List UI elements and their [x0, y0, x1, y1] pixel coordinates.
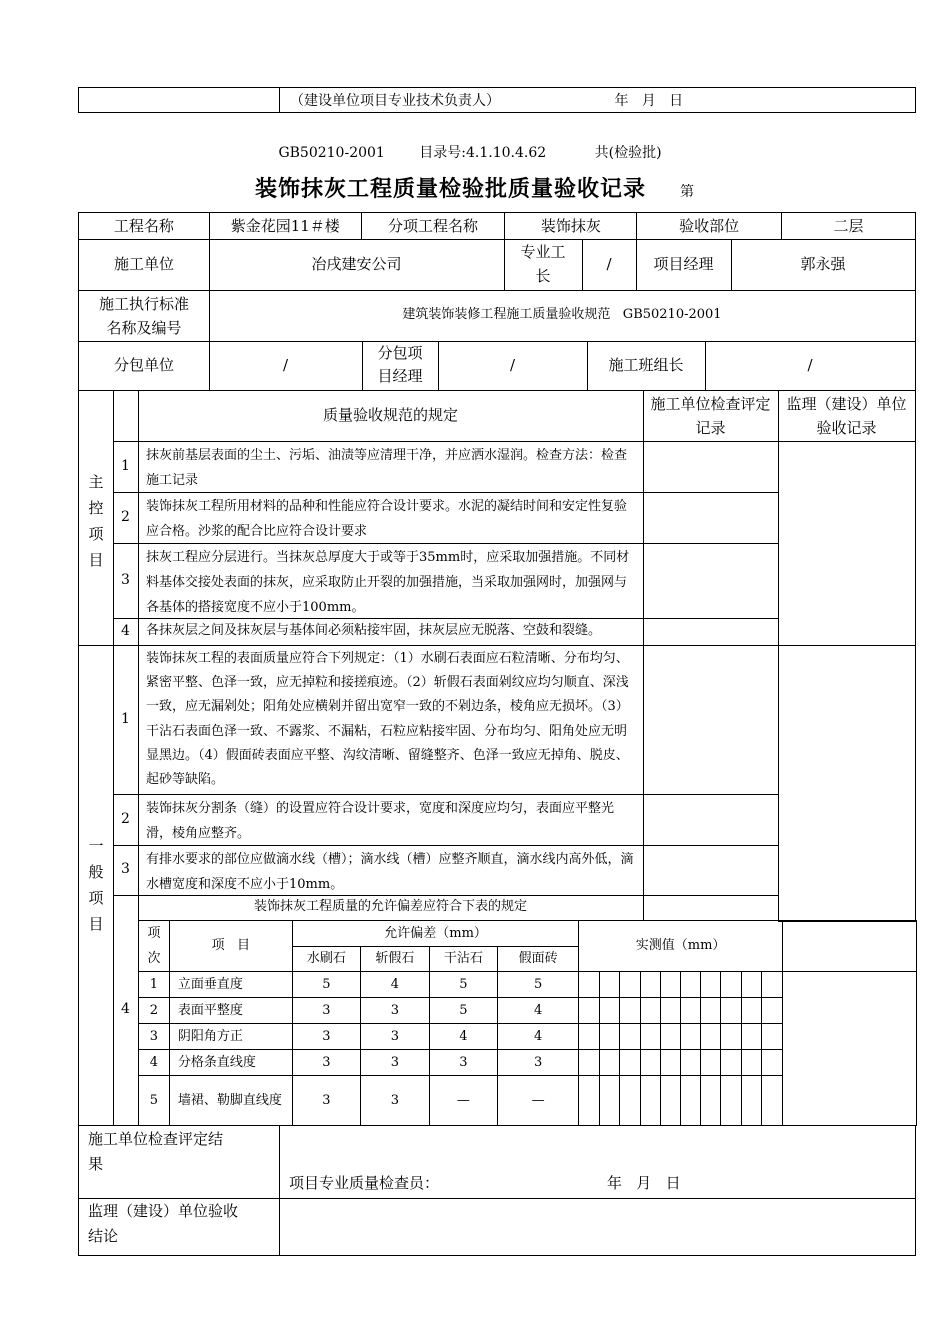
- num-blank-cell: [113, 390, 139, 442]
- g-num-2-cell: [113, 794, 139, 846]
- mc-builder-4-cell: [643, 618, 779, 646]
- tol-row-value: 5: [429, 998, 497, 1024]
- catalog-number: 目录号:4.1.10.4.62: [419, 145, 547, 161]
- tol-row-value: 4: [497, 1024, 579, 1050]
- tol-row-value: 5: [292, 972, 360, 998]
- mc-builder-1-cell: [643, 441, 779, 493]
- team-leader-value: /: [807, 356, 813, 374]
- tol-row-no: 3: [139, 1024, 170, 1050]
- tol-title-builder-cell: [643, 895, 779, 921]
- tol-row-value: 4: [429, 1024, 497, 1050]
- top-left-cell: [79, 88, 280, 113]
- supervisor-conclusion-cell: [279, 1198, 916, 1256]
- top-signature-row: [78, 87, 916, 113]
- mc-req-3-cell: [138, 543, 644, 619]
- mc-req-1-cell: [138, 441, 644, 493]
- mc-req-4-cell: [138, 618, 644, 646]
- sub-project-label: 分项工程名称: [361, 213, 505, 240]
- g-req-1-cell: [138, 645, 644, 795]
- team-leader-label-cell: [587, 341, 706, 391]
- foreman-value: /: [606, 255, 612, 273]
- builder-check-header-cell: [643, 390, 779, 442]
- tol-row-name: 表面平整度: [169, 998, 292, 1024]
- signature-label: （建设单位项目专业技术负责人）: [290, 93, 500, 109]
- mc-req-3: 抹灰工程应分层进行。当抹灰总厚度大于或等于35mm时，应采取加强措施。不同材料基体交接处表面的抹灰，应采取防止开裂的加强措施，当采取加强网时，加强网与各基体的搭接宽度不应小于100mm。: [146, 550, 630, 615]
- g-builder-3-cell: [643, 845, 779, 896]
- tol-row-no: 5: [139, 1076, 170, 1126]
- std-label-cell: [78, 290, 210, 342]
- tol-row-value: 3: [360, 1024, 429, 1050]
- tol-col-4: 假面砖: [497, 947, 579, 972]
- g-builder-1-cell: [643, 645, 779, 795]
- tol-row-no: 1: [139, 972, 170, 998]
- general-label: 一般项目: [88, 837, 104, 933]
- tol-col-1: 水刷石: [292, 947, 360, 972]
- tol-row-value: 3: [360, 1076, 429, 1126]
- supervisor-check-header-cell: [778, 390, 916, 442]
- project-name-label: 工程名称: [79, 213, 210, 240]
- tol-row-name: 墙裙、勒脚直线度: [169, 1076, 292, 1126]
- tolerance-title-cell: [138, 895, 644, 921]
- pm-value-cell: [731, 239, 916, 291]
- sub-unit-value: /: [282, 356, 289, 374]
- project-name-value: 紫金花园11＃楼: [209, 213, 361, 240]
- accept-part-value: 二层: [782, 213, 916, 240]
- tolerance-table: [138, 920, 917, 1126]
- spec-header-cell: [138, 390, 644, 442]
- header-line: [0, 142, 950, 162]
- main-control-side: [78, 441, 114, 646]
- g-supervisor-cell: [778, 645, 916, 922]
- tol-row-value: 3: [292, 1050, 360, 1076]
- tol-row-value: —: [429, 1076, 497, 1126]
- mc-num-1: 1: [121, 458, 130, 474]
- tol-row-value: —: [497, 1076, 579, 1126]
- tol-row-value: 4: [497, 998, 579, 1024]
- top-signature-cell: [280, 88, 916, 113]
- team-leader-value-cell: [705, 341, 916, 391]
- tol-item-header: 项 目: [169, 921, 292, 972]
- tol-seq-header: 项次: [139, 921, 170, 972]
- general-side: [78, 645, 114, 1126]
- builder-result-label: 施工单位检查评定结果: [88, 1130, 224, 1173]
- pm-value: 郭永强: [800, 255, 846, 273]
- g-num-1: 1: [121, 711, 130, 727]
- mc-supervisor-cell: [778, 441, 916, 646]
- g-req-2: 装饰抹灰分割条（缝）的设置应符合设计要求，宽度和深度应均匀，表面应平整光滑，棱角应整齐。: [146, 801, 615, 841]
- tol-blank-header: [782, 921, 916, 972]
- tol-row-no: 2: [139, 998, 170, 1024]
- tolerance-title: 装饰抹灰工程质量的允许偏差应符合下表的规定: [253, 899, 527, 914]
- standard-code: GB50210-2001: [278, 145, 385, 161]
- g-req-3-cell: [138, 845, 644, 896]
- mc-num-4: 4: [121, 623, 130, 639]
- std-label: 施工执行标准名称及编号: [98, 295, 189, 337]
- tol-row-value: 3: [360, 1050, 429, 1076]
- builder-label: 施工单位: [113, 255, 174, 273]
- sub-pm-value: /: [509, 356, 516, 374]
- builder-result-label-cell: [78, 1125, 280, 1199]
- g-num-3-cell: [113, 845, 139, 896]
- tol-row-value: 4: [360, 972, 429, 998]
- mc-num-3-cell: [113, 543, 139, 619]
- mc-req-1: 抹灰前基层表面的尘土、污垢、油渍等应清理干净，并应洒水湿润。检查方法：检查施工记录: [146, 448, 628, 488]
- tol-row-value: 3: [360, 998, 429, 1024]
- sub-unit-label-cell: [78, 341, 210, 391]
- tol-row-name: 立面垂直度: [169, 972, 292, 998]
- tol-row-name: 分格条直线度: [169, 1050, 292, 1076]
- page-title: [0, 172, 950, 203]
- builder-result-date: 年 月 日: [607, 1174, 681, 1192]
- tol-row-value: 5: [429, 972, 497, 998]
- sub-pm-value-cell: [438, 341, 588, 391]
- foreman-value-cell: [582, 239, 637, 291]
- mc-req-4: 各抹灰层之间及抹灰层与基体间必须粘接牢固，抹灰层应无脱落、空鼓和裂缝。: [146, 623, 602, 638]
- mc-num-3: 3: [121, 572, 130, 588]
- std-value: 建筑装饰装修工程施工质量验收规范 GB50210-2001: [402, 307, 722, 322]
- inspector-label: 项目专业质量检查员：: [289, 1174, 440, 1192]
- supervisor-check-header: 监理（建设）单位验收记录: [786, 395, 907, 437]
- tol-row-value: 3: [497, 1050, 579, 1076]
- batch-total: 共(检验批): [594, 145, 662, 161]
- sub-pm-label-cell: [362, 341, 439, 391]
- pm-label: 项目经理: [653, 255, 714, 273]
- tol-row-name: 阴阳角方正: [169, 1024, 292, 1050]
- g-builder-2-cell: [643, 794, 779, 846]
- info-table: [78, 212, 916, 240]
- page-number-label: 第: [680, 184, 695, 200]
- title-text: 装饰抹灰工程质量检验批质量验收记录: [254, 177, 646, 202]
- tol-measured-header: 实测值（mm）: [579, 921, 782, 972]
- builder-check-header: 施工单位检查评定记录: [650, 395, 771, 437]
- team-leader-label: 施工班组长: [608, 356, 684, 374]
- g-num-4: 4: [121, 1001, 130, 1017]
- mc-req-2: 装饰抹灰工程所用材料的品种和性能应符合设计要求。水泥的凝结时间和安定性复验应合格。沙浆的配合比应符合设计要求: [146, 499, 628, 539]
- signature-date: 年 月 日: [614, 93, 684, 109]
- accept-part-label: 验收部位: [637, 213, 782, 240]
- tol-col-2: 斩假石: [360, 947, 429, 972]
- g-num-1-cell: [113, 645, 139, 795]
- tol-row-value: 3: [292, 998, 360, 1024]
- tol-allow-header: 允许偏差（mm）: [292, 921, 579, 947]
- tol-col-3: 干沾石: [429, 947, 497, 972]
- builder-value: 冶戌建安公司: [311, 255, 402, 273]
- supervisor-label-cell: [78, 1198, 280, 1256]
- g-req-3: 有排水要求的部位应做滴水线（槽）；滴水线（槽）应整齐顺直，滴水线内高外低，滴水槽宽度和深度不应小于10mm。: [146, 852, 634, 892]
- std-value-cell: [209, 290, 916, 342]
- mc-num-1-cell: [113, 441, 139, 493]
- pm-label-cell: [636, 239, 732, 291]
- tol-row-value: 3: [429, 1050, 497, 1076]
- g-num-3: 3: [121, 861, 130, 877]
- mc-num-2-cell: [113, 492, 139, 544]
- g-req-2-cell: [138, 794, 644, 846]
- sub-pm-label: 分包项目经理: [377, 344, 423, 385]
- mc-builder-2-cell: [643, 492, 779, 544]
- tol-row-value: 3: [292, 1024, 360, 1050]
- mc-num-2: 2: [121, 509, 130, 525]
- main-control-label: 主控项目: [88, 473, 104, 569]
- mc-num-4-cell: [113, 618, 139, 646]
- g-num-4-cell: [113, 895, 139, 1126]
- g-req-1: 装饰抹灰工程的表面质量应符合下列规定：（1）水刷石表面应石粒清晰、分布均匀、紧密平整、色泽一致，应无掉粒和接搓痕迹。（2）斩假石表面剁纹应均匀顺直、深浅一致，应无漏剁处；阳角处应横剁并留出宽窄一致的不剁边条，棱角应无损坏。（3）干沾石表面色泽一致、不露浆、不漏粘，石粒应粘接牢固、分布均匀、阳角处应无明显黑边。（4）假面砖表面应平整、沟纹清晰、留缝整齐、色泽一致应无掉角、脱皮、起砂等缺陷。: [146, 651, 629, 788]
- tol-row-value: 5: [497, 972, 579, 998]
- builder-label-cell: [78, 239, 210, 291]
- spec-header: 质量验收规范的规定: [322, 406, 458, 424]
- side-blank-cell: [78, 390, 114, 442]
- foreman-label: 专业工长: [520, 243, 566, 285]
- tol-row-no: 4: [139, 1050, 170, 1076]
- g-num-2: 2: [121, 811, 130, 827]
- mc-req-2-cell: [138, 492, 644, 544]
- foreman-label-cell: [504, 239, 583, 291]
- sub-unit-label: 分包单位: [113, 356, 174, 374]
- builder-result-cell: [279, 1125, 916, 1199]
- supervisor-label: 监理（建设）单位验收结论: [88, 1202, 239, 1245]
- mc-builder-3-cell: [643, 543, 779, 619]
- sub-unit-value-cell: [209, 341, 363, 391]
- builder-value-cell: [209, 239, 505, 291]
- sub-project-value: 装饰抹灰: [505, 213, 637, 240]
- tol-row-value: 3: [292, 1076, 360, 1126]
